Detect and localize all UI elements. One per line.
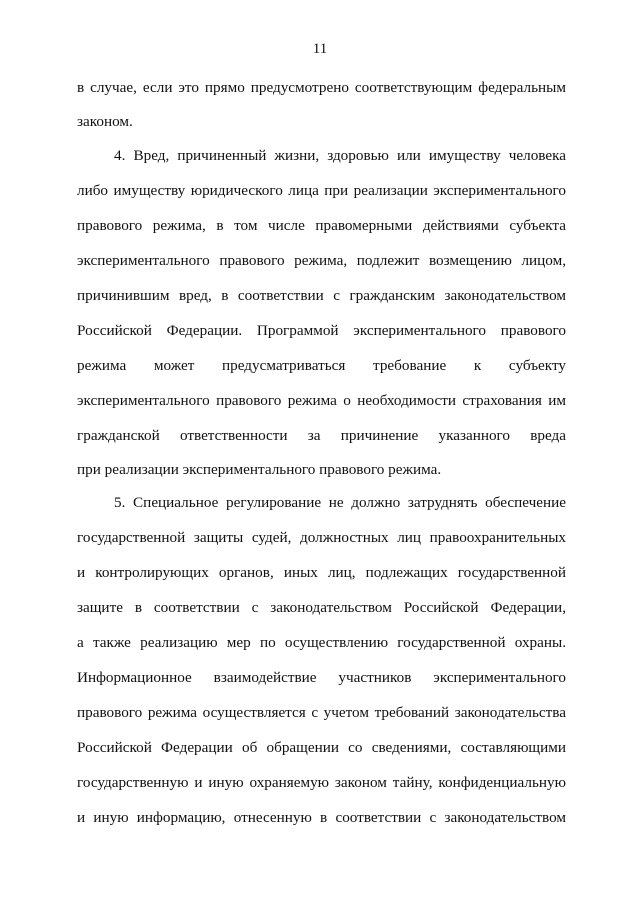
paragraph-5-first-line: 5. Специальное регулирование не должно затруднять обеспечение — [114, 494, 566, 511]
text-line: правового режима осуществляется с учетом требований законодательства — [77, 704, 566, 721]
text-line: и контролирующих органов, иных лиц, подлежащих государственной — [77, 564, 566, 581]
text-line: Российской Федерации об обращении со сведениями, составляющими — [77, 739, 566, 756]
text-line: а также реализацию мер по осуществлению государственной охраны. — [77, 634, 566, 651]
text-line: правового режима, в том числе правомерными действиями субъекта — [77, 217, 566, 234]
text-line: причинившим вред, в соответствии с гражданским законодательством — [77, 287, 566, 304]
text-line: при реализации экспериментального правового режима. — [77, 461, 442, 478]
text-line: либо имуществу юридического лица при реализации экспериментального — [77, 182, 566, 199]
page-number: 11 — [312, 41, 328, 57]
paragraph-4-first-line: 4. Вред, причиненный жизни, здоровью или имуществу человека — [114, 147, 566, 164]
text-line: Российской Федерации. Программой экспериментального правового — [77, 322, 566, 339]
text-line: и иную информацию, отнесенную в соответствии с законодательством — [77, 809, 566, 826]
text-line: гражданской ответственности за причинение указанного вреда — [77, 427, 566, 444]
text-line: государственной защиты судей, должностных лиц правоохранительных — [77, 529, 566, 546]
text-line: режима может предусматриваться требование к субъекту — [77, 357, 566, 374]
text-line: законом. — [77, 113, 133, 130]
text-line: в случае, если это прямо предусмотрено соответствующим федеральным — [77, 79, 566, 96]
text-line: государственную и иную охраняемую законом тайну, конфиденциальную — [77, 774, 566, 791]
text-line: защите в соответствии с законодательством Российской Федерации, — [77, 599, 566, 616]
text-line: экспериментального правового режима о необходимости страхования им — [77, 392, 566, 409]
text-line: экспериментального правового режима, подлежит возмещению лицом, — [77, 252, 566, 269]
text-line: Информационное взаимодействие участников экспериментального — [77, 669, 566, 686]
